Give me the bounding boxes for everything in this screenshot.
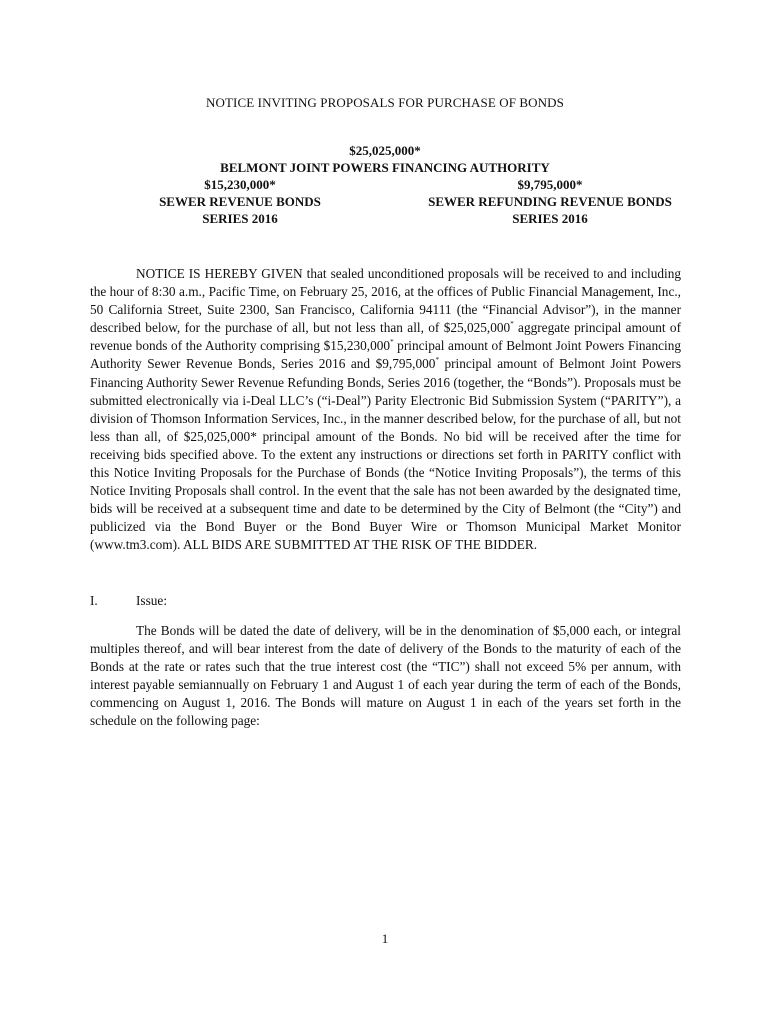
issuer-name: BELMONT JOINT POWERS FINANCING AUTHORITY	[220, 160, 550, 175]
notice-text-part-3: principal amount of Belmont Joint Powers Financing Authority Sewer Revenue Bonds, Series 2016 and $9,795,000	[90, 338, 682, 372]
notice-text-part-1: NOTICE IS HEREBY GIVEN that sealed unconditioned proposals will be received to and including the hour of 8:30 a.m., Pacific Time, on February 25, 2016, at the offices of Public Financial Management, Inc., 50 California Street, Suite 2300, San Francisco, California 94111 (the “Financial Advisor”), in the manner described below, for the purchase of all, but not less than all, of $25,025,000	[90, 266, 681, 336]
left-bond-amount: $15,230,000*	[204, 177, 276, 192]
notice-paragraph	[90, 265, 681, 555]
page-number: 1	[381, 931, 389, 946]
issue-text: The Bonds will be dated the date of delivery, will be in the denomination of $5,000 each, or integral multiples thereof, and will bear interest from the date of delivery of the Bonds to the maturity of each of the Bonds at the rate or rates such that the true interest cost (the “TIC”) shall not exceed 5% per annum, with interest payable semiannually on February 1 and August 1 of each year during the term of each of the Bonds, commencing on August 1, 2016. The Bonds will mature on August 1 in each of the years set forth in the schedule on the following page:	[90, 623, 681, 729]
footnote-mark: *	[510, 320, 514, 329]
right-bond-amount: $9,795,000*	[517, 177, 583, 192]
notice-text-part-2: aggregate principal amount of revenue bonds of the Authority comprising $15,230,000	[90, 320, 681, 354]
footnote-mark: *	[435, 356, 439, 365]
issue-paragraph	[90, 622, 681, 731]
left-bond-series: SERIES 2016	[202, 211, 278, 226]
left-bond-name: SEWER REVENUE BONDS	[159, 194, 321, 209]
right-bond-name: SEWER REFUNDING REVENUE BONDS	[428, 194, 672, 209]
right-bond-series: SERIES 2016	[512, 211, 588, 226]
section-label: Issue:	[136, 593, 168, 608]
section-number: I.	[90, 593, 98, 608]
total-amount: $25,025,000*	[349, 143, 421, 158]
document-title: NOTICE INVITING PROPOSALS FOR PURCHASE OF BONDS	[206, 95, 564, 110]
notice-text-part-4: principal amount of Belmont Joint Powers Financing Authority Sewer Revenue Refunding Bonds, Series 2016 (together, the “Bonds”). Proposals must be submitted electronically via i-Deal LLC’s (“i-Deal”) Parity Electronic Bid Submission System (“PARITY”), a division of Thomson Information Services, Inc., in the manner described below, for the purchase of all, but not less than all, of $25,025,000* principal amount of the Bonds. No bid will be received after the time for receiving bids specified above. To the extent any instructions or directions set forth in PARITY conflict with this Notice Inviting Proposals for the Purchase of Bonds (the “Notice Inviting Proposals”), the terms of this Notice Inviting Proposals shall control. In the event that the sale has not been awarded by the designated time, bids will be received at a subsequent time and date to be determined by the City of Belmont (the “City”) and publicized via the Bond Buyer or the Bond Buyer Wire or Thomson Municipal Market Monitor (www.tm3.com). ALL BIDS ARE SUBMITTED AT THE RISK OF THE BIDDER.	[90, 356, 681, 553]
footnote-mark: *	[390, 338, 394, 347]
